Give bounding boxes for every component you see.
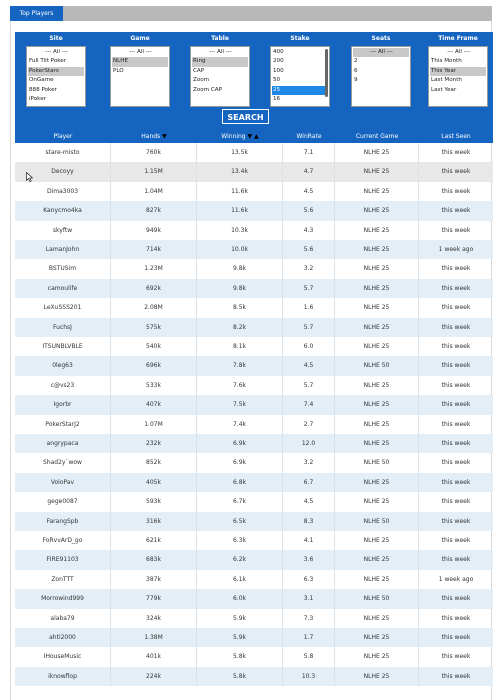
cell-game: NLHE 25: [335, 531, 419, 550]
cell-seen: this week: [441, 672, 471, 680]
cell-winning: 5.8k: [197, 647, 283, 666]
filter-option[interactable]: CAP: [193, 67, 205, 74]
cell-seen: this week: [441, 323, 471, 331]
table-row[interactable]: [15, 298, 493, 317]
filter-option[interactable]: 25: [272, 86, 328, 95]
mouse-cursor-icon: [26, 172, 33, 182]
cell-winrate: 5.7: [283, 279, 335, 298]
cell-winning: 7.6k: [197, 376, 283, 395]
cell-winning: 5.8k: [197, 667, 283, 686]
cell-seen: this week: [441, 420, 471, 428]
cell-winning: 6.5k: [197, 512, 283, 531]
cell-hands: 621k: [111, 531, 197, 550]
column-label: Player: [53, 133, 73, 140]
cell-winrate: 6.3: [283, 570, 335, 589]
sort-down-icon: ▼: [247, 133, 253, 140]
filter-listbox-table[interactable]: [190, 46, 250, 107]
column-header-current-game[interactable]: [335, 130, 419, 143]
content-frame: [10, 21, 492, 700]
cell-player[interactable]: Igorbr: [15, 395, 111, 414]
cell-winning: 7.4k: [197, 415, 283, 434]
cell-winning: 10.3k: [197, 221, 283, 240]
filter-stake: [270, 32, 330, 107]
table-header: [15, 130, 493, 143]
cell-player[interactable]: PokerStarJ2: [15, 415, 111, 434]
filter-label: Time Frame: [438, 35, 478, 42]
cell-winning: 10.0k: [197, 240, 283, 259]
cell-player[interactable]: ITSUNBLVBLE: [15, 337, 111, 356]
table-row[interactable]: [15, 589, 493, 608]
cell-player[interactable]: FoRvvArD_go: [15, 531, 111, 550]
cell-player[interactable]: gege0087: [15, 492, 111, 511]
table-row[interactable]: [15, 647, 493, 666]
cell-winning: 6.2k: [197, 550, 283, 569]
cell-seen: this week: [441, 440, 471, 447]
cell-winrate: 2.7: [283, 415, 335, 434]
cell-seen: this week: [441, 401, 471, 409]
cell-hands: 316k: [111, 512, 197, 531]
filter-option[interactable]: --- All ---: [45, 49, 68, 55]
cell-winrate: 5.7: [283, 376, 335, 395]
cell-game: NLHE 50: [335, 453, 419, 472]
filter-listbox-stake[interactable]: [270, 46, 330, 107]
filter-label: Table: [211, 35, 229, 42]
filter-label: Game: [130, 35, 150, 42]
table-row[interactable]: [15, 279, 493, 298]
cell-player[interactable]: Dima3003: [15, 182, 111, 201]
cell-seen: this week: [441, 265, 471, 273]
cell-game: NLHE 25: [335, 550, 419, 569]
table-row[interactable]: [15, 434, 493, 453]
table-row[interactable]: [15, 318, 493, 337]
filter-option[interactable]: OnGame: [29, 77, 54, 84]
cell-winning: 11.6k: [197, 182, 283, 201]
cell-player[interactable]: BSTUSim: [15, 259, 111, 278]
cell-seen: this week: [441, 595, 471, 603]
column-label: WinRate: [296, 133, 322, 140]
cell-hands: 1.38M: [111, 628, 197, 647]
cell-seen: this week: [441, 634, 471, 641]
cell-seen: this week: [441, 207, 471, 215]
cell-player[interactable]: Kanycmo4ka: [15, 201, 111, 220]
cell-game: NLHE 25: [335, 201, 419, 220]
filter-option[interactable]: --- All ---: [353, 48, 409, 57]
cell-player[interactable]: ZonTTT: [15, 570, 111, 589]
cell-winning: 13.4k: [197, 162, 283, 181]
cell-seen: this week: [441, 304, 471, 312]
cell-player[interactable]: FuchsJ: [15, 318, 111, 337]
cell-seen: this week: [441, 478, 471, 486]
cell-game: NLHE 25: [335, 162, 419, 181]
cell-seen: this week: [441, 381, 471, 389]
filter-option[interactable]: 100: [273, 67, 284, 74]
table-row[interactable]: [15, 376, 493, 395]
table-row[interactable]: [15, 162, 493, 181]
cell-hands: 224k: [111, 667, 197, 686]
cell-player[interactable]: skyftw: [15, 221, 111, 240]
filter-option[interactable]: This Month: [431, 58, 462, 65]
cell-game: NLHE 25: [335, 415, 419, 434]
cell-game: NLHE 25: [335, 221, 419, 240]
cell-hands: 1.04M: [111, 182, 197, 201]
cell-winning: 7.5k: [197, 395, 283, 414]
cell-winning: 6.7k: [197, 492, 283, 511]
table-row[interactable]: [15, 531, 493, 550]
cell-player[interactable]: LeXuSSS201: [15, 298, 111, 317]
cell-winning: 11.6k: [197, 201, 283, 220]
cell-seen: this week: [441, 459, 471, 467]
cell-game: NLHE 25: [335, 647, 419, 666]
cell-game: NLHE 25: [335, 667, 419, 686]
filter-label: Site: [49, 35, 63, 42]
cell-winrate: 3.2: [283, 453, 335, 472]
cell-hands: 696k: [111, 356, 197, 375]
column-label: Current Game: [355, 133, 399, 140]
cell-game: NLHE 25: [335, 279, 419, 298]
cell-game: NLHE 25: [335, 182, 419, 201]
cell-winrate: 10.3: [283, 667, 335, 686]
filter-option[interactable]: 888 Poker: [29, 86, 57, 93]
cell-winrate: 6.7: [283, 473, 335, 492]
cell-winning: 9.8k: [197, 279, 283, 298]
cell-game: NLHE 25: [335, 298, 419, 317]
cell-winrate: 1.6: [283, 298, 335, 317]
cell-winrate: 5.6: [283, 240, 335, 259]
filter-option[interactable]: 400: [273, 49, 284, 55]
top-bar: [10, 6, 492, 21]
cell-winrate: 12.0: [283, 434, 335, 453]
cell-winning: 6.9k: [197, 434, 283, 453]
cell-hands: 533k: [111, 376, 197, 395]
table-row[interactable]: [15, 473, 493, 492]
column-header-winrate[interactable]: [283, 130, 335, 143]
filter-label: Seats: [371, 35, 391, 42]
cell-player[interactable]: camoulife: [15, 279, 111, 298]
filter-listbox-seats[interactable]: [351, 46, 411, 107]
cell-game: NLHE 50: [335, 356, 419, 375]
cell-seen: 1 week ago: [438, 575, 474, 583]
filter-option[interactable]: Last Month: [431, 77, 462, 84]
cell-hands: 405k: [111, 473, 197, 492]
cell-player[interactable]: Decoyy: [15, 162, 111, 181]
cell-seen: 1 week ago: [438, 246, 474, 253]
table-row[interactable]: [15, 337, 493, 356]
cell-seen: this week: [441, 556, 471, 564]
filter-option[interactable]: 6: [354, 67, 358, 74]
cell-winrate: 3.2: [283, 259, 335, 278]
cell-seen: this week: [441, 517, 471, 525]
filter-time-frame: [428, 32, 488, 107]
column-header-hands[interactable]: [111, 130, 197, 143]
filter-option[interactable]: Last Year: [431, 86, 457, 93]
column-header-player[interactable]: [15, 130, 111, 143]
column-label: Last Seen: [441, 133, 471, 140]
cell-seen: this week: [441, 284, 471, 292]
filter-option[interactable]: This Year: [430, 67, 486, 76]
table-row[interactable]: [15, 259, 493, 278]
cell-game: NLHE 25: [335, 240, 419, 259]
cell-winning: 8.1k: [197, 337, 283, 356]
cell-game: NLHE 25: [335, 570, 419, 589]
cell-winrate: 1.7: [283, 628, 335, 647]
cell-winrate: 4.1: [283, 531, 335, 550]
filter-option[interactable]: Zoom CAP: [193, 86, 223, 93]
filter-option[interactable]: Full Tilt Poker: [29, 58, 67, 65]
cell-player[interactable]: IHouseMusic: [15, 647, 111, 666]
cell-hands: 949k: [111, 221, 197, 240]
cell-seen: this week: [441, 614, 471, 622]
cell-winrate: 3.1: [283, 589, 335, 608]
column-header-winning[interactable]: [197, 130, 283, 143]
cell-game: NLHE 25: [335, 259, 419, 278]
cell-winning: 6.3k: [197, 531, 283, 550]
cell-winning: 13.5k: [197, 143, 283, 162]
filter-option[interactable]: PLO: [113, 67, 124, 74]
filter-option[interactable]: 200: [273, 58, 284, 65]
cell-winrate: 4.3: [283, 221, 335, 240]
column-header-last-seen[interactable]: [419, 130, 493, 143]
scrollbar[interactable]: [325, 49, 328, 97]
cell-game: NLHE 50: [335, 589, 419, 608]
cell-player[interactable]: alaba79: [15, 609, 111, 628]
cell-game: NLHE 25: [335, 318, 419, 337]
cell-hands: 1.15M: [111, 162, 197, 181]
table-row[interactable]: [15, 453, 493, 472]
filter-option[interactable]: --- All ---: [209, 49, 232, 55]
table-row[interactable]: [15, 356, 493, 375]
table-row[interactable]: [15, 492, 493, 511]
search-button[interactable]: SEARCH: [222, 109, 269, 124]
cell-winning: 6.9k: [197, 453, 283, 472]
cell-hands: 779k: [111, 589, 197, 608]
cell-hands: 760k: [111, 143, 197, 162]
cell-winrate: 7.3: [283, 609, 335, 628]
cell-winning: 7.8k: [197, 356, 283, 375]
cell-winrate: 4.5: [283, 492, 335, 511]
filter-option[interactable]: NLHE: [112, 57, 168, 66]
cell-winning: 6.8k: [197, 473, 283, 492]
cell-hands: 407k: [111, 395, 197, 414]
cell-player[interactable]: stare-misto: [15, 143, 111, 162]
cell-winrate: 8.3: [283, 512, 335, 531]
cell-hands: 324k: [111, 609, 197, 628]
cell-hands: 401k: [111, 647, 197, 666]
filter-option[interactable]: 9: [354, 77, 358, 84]
cell-game: NLHE 25: [335, 395, 419, 414]
cell-player[interactable]: FarangSpb: [15, 512, 111, 531]
cell-hands: 852k: [111, 453, 197, 472]
filter-option[interactable]: --- All ---: [447, 49, 470, 55]
table-row[interactable]: [15, 512, 493, 531]
cell-hands: 540k: [111, 337, 197, 356]
cell-seen: this week: [441, 653, 471, 661]
cell-seen: this week: [441, 168, 471, 176]
cell-seen: this week: [441, 226, 471, 234]
filter-option[interactable]: 2: [354, 58, 358, 65]
cell-seen: this week: [441, 498, 471, 506]
cell-winning: 6.1k: [197, 570, 283, 589]
filter-option[interactable]: 50: [273, 77, 281, 84]
cell-player[interactable]: Morrowind999: [15, 589, 111, 608]
cell-winning: 6.0k: [197, 589, 283, 608]
cell-winrate: 4.5: [283, 182, 335, 201]
cell-winrate: 7.4: [283, 395, 335, 414]
cell-hands: 575k: [111, 318, 197, 337]
table-row[interactable]: [15, 415, 493, 434]
cell-seen: this week: [441, 362, 471, 370]
cell-game: NLHE 25: [335, 376, 419, 395]
cell-game: NLHE 25: [335, 492, 419, 511]
cell-winrate: 6.0: [283, 337, 335, 356]
cell-player[interactable]: iknowflop: [15, 667, 111, 686]
table-row[interactable]: [15, 201, 493, 220]
cell-hands: 593k: [111, 492, 197, 511]
cell-hands: 2.08M: [111, 298, 197, 317]
filter-seats: [351, 32, 411, 107]
cell-game: NLHE 25: [335, 337, 419, 356]
filter-listbox-game[interactable]: [110, 46, 170, 107]
cell-seen: this week: [441, 343, 471, 350]
cell-player[interactable]: 0leg63: [15, 356, 111, 375]
cell-game: NLHE 25: [335, 628, 419, 647]
cell-game: NLHE 25: [335, 609, 419, 628]
filter-option[interactable]: Zoom: [193, 77, 210, 84]
cell-player[interactable]: angrypaca: [15, 434, 111, 453]
table-row[interactable]: [15, 395, 493, 414]
cell-hands: 714k: [111, 240, 197, 259]
sort-up-icon: ▲: [254, 133, 259, 140]
sort-down-icon: ▼: [162, 133, 167, 140]
table-row[interactable]: [15, 628, 493, 647]
cell-winning: 5.9k: [197, 628, 283, 647]
table-row[interactable]: [15, 667, 493, 686]
cell-winning: 8.5k: [197, 298, 283, 317]
cell-seen: this week: [441, 149, 471, 156]
filter-option[interactable]: PokerStars: [28, 67, 84, 76]
table-row[interactable]: [15, 143, 493, 162]
cell-player[interactable]: VoloPav: [15, 473, 111, 492]
cell-winning: 9.8k: [197, 259, 283, 278]
column-label: Winning: [221, 133, 246, 140]
filter-listbox-time-frame[interactable]: [428, 46, 488, 107]
cell-hands: 1.07M: [111, 415, 197, 434]
cell-seen: this week: [441, 537, 471, 544]
cell-player[interactable]: FIRE91103: [15, 550, 111, 569]
cell-game: NLHE 50: [335, 512, 419, 531]
table-row[interactable]: [15, 182, 493, 201]
tab-top-players[interactable]: Top Players: [10, 6, 63, 21]
filter-option[interactable]: iPoker: [29, 95, 46, 102]
cell-hands: 827k: [111, 201, 197, 220]
cell-player[interactable]: ahti2000: [15, 628, 111, 647]
filter-label: Stake: [290, 35, 310, 42]
table-row[interactable]: [15, 240, 493, 259]
table-row[interactable]: [15, 550, 493, 569]
cell-winrate: 4.7: [283, 162, 335, 181]
cell-game: NLHE 25: [335, 473, 419, 492]
cell-player[interactable]: Shad2y`wow: [15, 453, 111, 472]
table-row[interactable]: [15, 221, 493, 240]
filter-option[interactable]: --- All ---: [129, 49, 152, 55]
cell-winning: 8.2k: [197, 318, 283, 337]
cell-hands: 683k: [111, 550, 197, 569]
cell-hands: 232k: [111, 434, 197, 453]
cell-hands: 692k: [111, 279, 197, 298]
cell-winrate: 7.1: [283, 143, 335, 162]
cell-winrate: 5.7: [283, 318, 335, 337]
column-label: Hands: [141, 133, 161, 140]
table-row[interactable]: [15, 570, 493, 589]
cell-winrate: 3.6: [283, 550, 335, 569]
filter-option[interactable]: 16: [273, 95, 281, 102]
cell-winrate: 5.8: [283, 647, 335, 666]
cell-winning: 5.9k: [197, 609, 283, 628]
cell-winrate: 5.6: [283, 201, 335, 220]
filter-game: [110, 32, 170, 107]
filter-site: [26, 32, 86, 107]
cell-hands: 387k: [111, 570, 197, 589]
cell-hands: 1.23M: [111, 259, 197, 278]
cell-seen: this week: [441, 187, 471, 195]
filter-listbox-site[interactable]: [26, 46, 86, 107]
filter-table: [190, 32, 250, 107]
cell-winrate: 4.5: [283, 356, 335, 375]
cell-game: NLHE 25: [335, 434, 419, 453]
cell-player[interactable]: c@vs23: [15, 376, 111, 395]
cell-game: NLHE 25: [335, 143, 419, 162]
table-row[interactable]: [15, 609, 493, 628]
filter-option[interactable]: Ring: [192, 57, 248, 66]
cell-player[interactable]: LamanJohn: [15, 240, 111, 259]
